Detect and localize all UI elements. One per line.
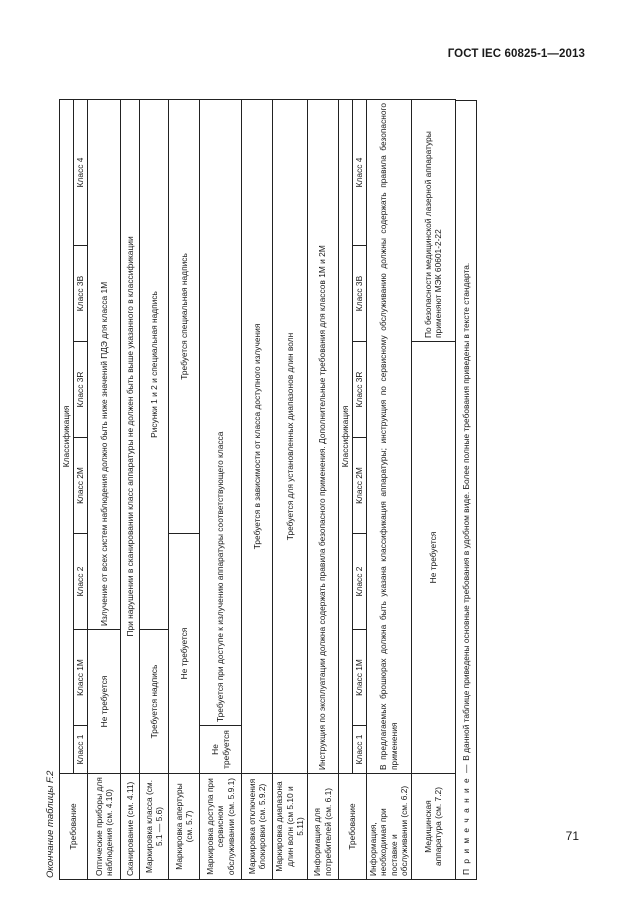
row-req-cell: Маркировка доступа при сервисном обслуживании (см. 5.9.1): [200, 774, 242, 880]
cell-value: Не требуется: [169, 534, 200, 774]
cell-value: Излучение от всех систем наблюдения должно быть ниже значений ПДЭ для класса 1М: [88, 99, 121, 629]
note-text: В данной таблице приведены основные требования в удобном виде. Более полные требования приведены в тексте стандарта.: [460, 262, 471, 764]
row-req-cell: Маркировка апертуры (см. 5.7): [169, 774, 200, 880]
cell-value: При нарушении в сканировании класс аппаратуры не должен быть выше указанного в классификации: [121, 99, 140, 773]
req-subheader: Требование: [338, 774, 366, 880]
cell-value: Не требуется: [411, 342, 455, 774]
standard-header: ГОСТ IEC 60825-1—2013: [447, 48, 585, 60]
table-row: [411, 99, 455, 879]
table-caption: Окончание таблицы F.2: [45, 770, 56, 878]
row-req-cell: Сканирование (см. 4.11): [121, 774, 140, 880]
table-row: [200, 99, 242, 879]
cell-value: Не требуется: [88, 630, 121, 774]
note-label: П р и м е ч а н и е —: [460, 763, 471, 875]
class-3r-subheader: Класс 3R: [352, 342, 366, 438]
cell-value: По безопасности медицинской лазерной аппаратуры применяют МЭК 60601-2-22: [411, 99, 455, 341]
cell-value: Инструкция по эксплуатации должна содержать правила безопасного применения. Дополнительные требования для классов 1М и 2М: [307, 99, 338, 773]
cell-value: Требуется в зависимости от класса доступного излучения: [242, 99, 273, 773]
page-number: 71: [565, 829, 579, 843]
class-3r-header: Класс 3R: [74, 342, 88, 438]
table-row: [366, 99, 411, 879]
table-row: [169, 99, 200, 879]
class-3b-header: Класс 3В: [74, 246, 88, 342]
class-1-header: Класс 1: [74, 726, 88, 774]
cell-value: В предлагаемых брошюрах должна быть указана классификация аппаратуры; инструкция по сервисному обслуживанию должны содержать правила безопасного применения: [366, 99, 411, 773]
row-req-cell: Медицинская аппаратура (см. 7.2): [411, 774, 455, 880]
class-4-subheader: Класс 4: [352, 99, 366, 245]
class-2-header: Класс 2: [74, 534, 88, 630]
class-2m-header: Класс 2М: [74, 438, 88, 534]
class-2-subheader: Класс 2: [352, 534, 366, 630]
row-req-cell: Оптические приборы для наблюдения (см. 4.10): [88, 774, 121, 880]
row-req-cell: Маркировка класса (см. 5.1 — 5.6): [140, 774, 169, 880]
table-row: [140, 99, 169, 879]
class-3b-subheader: Класс 3В: [352, 246, 366, 342]
table-row: [88, 99, 121, 879]
table-row: [242, 99, 273, 879]
req-header: Требование: [60, 774, 88, 880]
table-subheader-row-1: [338, 99, 352, 879]
classification-subheader: Классификация: [338, 99, 352, 773]
row-req-cell: Информация для потребителей (см. 6.1): [307, 774, 338, 880]
rotated-table-block: [45, 100, 485, 880]
class-2m-subheader: Класс 2М: [352, 438, 366, 534]
class-4-header: Класс 4: [74, 99, 88, 245]
cell-value: Требуется для установленных диапазонов длин волн: [273, 99, 308, 773]
cell-value: Рисунки 1 и 2 и специальная надпись: [140, 99, 169, 629]
row-req-cell: Маркировка отключения блокировки (см. 5.9.2): [242, 774, 273, 880]
table-row: [121, 99, 140, 879]
class-1m-subheader: Класс 1М: [352, 630, 366, 726]
table-header-row-1: [60, 99, 74, 879]
class-1m-header: Класс 1М: [74, 630, 88, 726]
cell-value: Требуется специальная надпись: [169, 99, 200, 533]
row-req-cell: Маркировка диапазона длин волн (см 5.10 и 5.11): [273, 774, 308, 880]
cell-value: Требуется при доступе к излучению аппаратуры соответствующего класса: [200, 99, 242, 725]
requirements-table: [59, 99, 456, 880]
row-req-cell: Информация, необходимая при поставке и обслуживании (см. 6.2): [366, 774, 411, 880]
table-note: [456, 100, 478, 880]
classification-header: Классификация: [60, 99, 74, 773]
table-row: [307, 99, 338, 879]
table-subheader-row-2: [352, 99, 366, 879]
table-header-row-2: [74, 99, 88, 879]
cell-value: Не требуется: [200, 726, 242, 774]
cell-value: Требуется надпись: [140, 630, 169, 774]
class-1-subheader: Класс 1: [352, 726, 366, 774]
table-row: [273, 99, 308, 879]
